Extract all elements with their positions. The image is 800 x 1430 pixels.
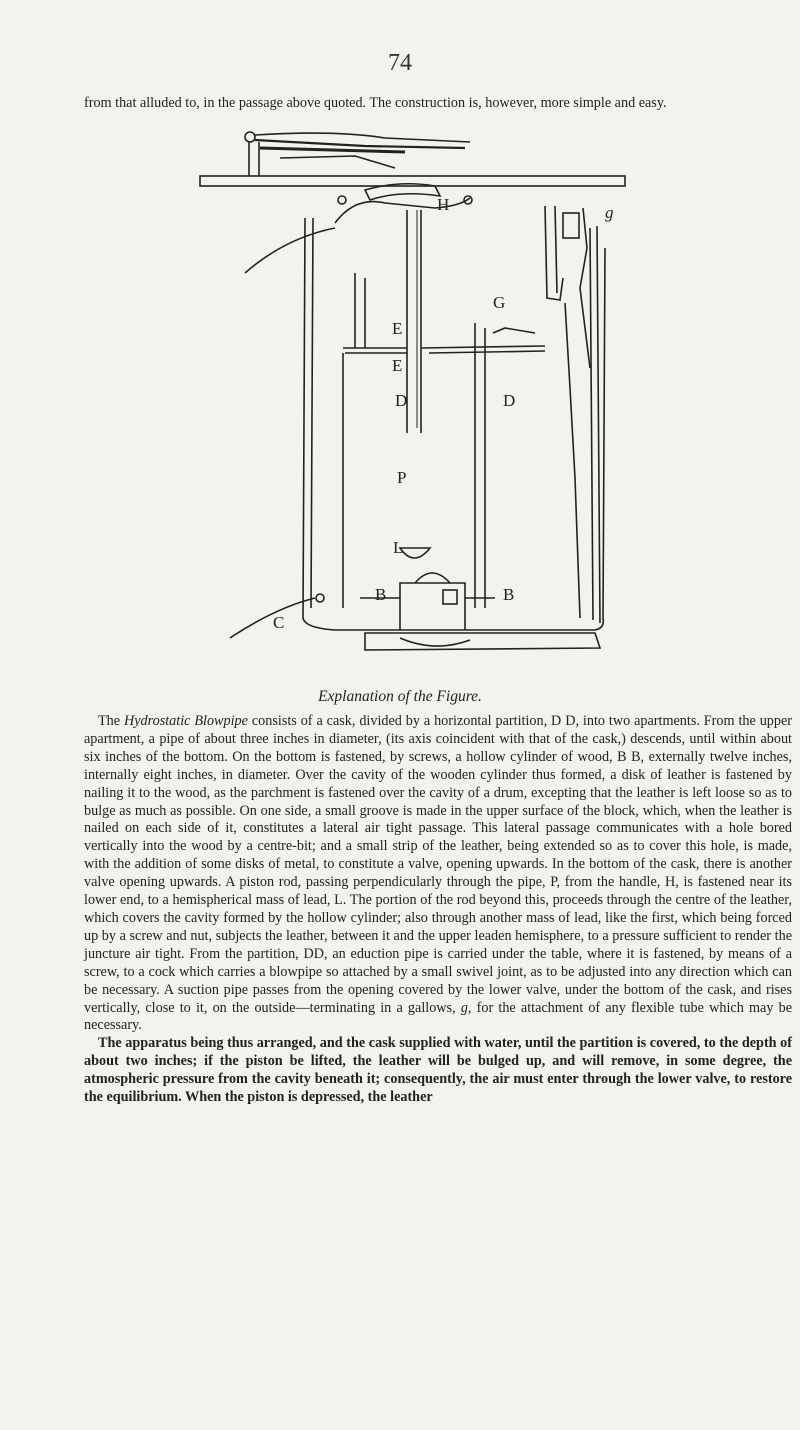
label-g-upper: G <box>493 293 506 312</box>
leather-disk <box>415 573 450 583</box>
lower-valve <box>443 590 457 604</box>
label-e-1: E <box>392 319 403 338</box>
partition-dd <box>343 346 545 348</box>
body-text <box>84 713 792 1107</box>
cock-stem <box>249 142 259 176</box>
left-line-top <box>245 228 335 273</box>
hydrostatic-blowpipe-figure <box>185 128 645 673</box>
label-b-right: B <box>503 585 515 604</box>
page-number: 74 <box>388 50 412 76</box>
label-c: C <box>273 613 285 632</box>
label-p: P <box>397 468 407 487</box>
cask-outline <box>303 218 605 630</box>
label-e-2: E <box>392 356 403 375</box>
label-g-lower: g <box>605 203 614 222</box>
figure-drawing <box>185 128 645 673</box>
figure-caption: Explanation of the Figure. <box>318 688 482 705</box>
cock-handle <box>245 132 255 142</box>
blowpipe-lower <box>280 156 395 168</box>
label-d-left: D <box>395 391 408 410</box>
cask-bottom <box>365 633 600 650</box>
paragraph-1: The Hydrostatic Blowpipe consists of a cask, divided by a horizontal partition, D D, into two apartments. From the upper apartment, a pipe of about three inches in diameter, (its axis coincident with that of the cask,) descends, until within about six inches of the bottom. On the bottom is fastened, by screws, a hollow cylinder of wood, B B, externally twelve inches, internally eight inches, in diameter. Over the cavity of the wooden cylinder thus formed, a disk of leather is fastened by nailing it to the wood, as the parchment is fastened over the cavity of a drum, excepting that the leather is left loose so as to bulge as much as possible. On one side, a small groove is made in the upper surface of the block, which, when the leather is nailed on each side of it, constitutes a lateral air tight passage. This lateral passage communicates with a hole bored vertically into the wood by a centre-bit; and a small strip of the leather, being extended so as to cover this hole, is made, with the addition of some disks of metal, to constitute a valve, opening upwards. In the bottom of the cask, there is another valve opening upwards. A piston rod, passing perpendicularly through the pipe, P, from the handle, H, is fastened near its lower end, to a hemispherical mass of lead, L. The portion of the rod beyond this, proceeds through the centre of the leather, which covers the cavity formed by the hollow cylinder; also through another mass of lead, like the first, which being forced up by a screw and nut, subjects the leather, between it and the upper leaden hemisphere, to a pressure sufficient to render the juncture air tight. From the partition, DD, an eduction pipe is carried under the table, where it is fastened, by means of a screw, to a cock which carries a blowpipe so attached by a small swivel joint, as to be adjusted into any direction which can be necessary. A suction pipe passes from the opening covered by the lower valve, under the bottom of the cask, and rises vertically, close to it, on the outside—terminating in a gallows, g, for the attachment of any flexible tube which may be necessary. <box>84 713 792 1034</box>
label-l: L <box>393 538 404 557</box>
lead-mass <box>400 548 430 558</box>
eduction-pipe <box>335 198 470 223</box>
title-italic: Hydrostatic Blowpipe <box>123 713 248 729</box>
label-h: H <box>437 195 450 214</box>
paragraph-2: The apparatus being thus arranged, and the cask supplied with water, until the partition is covered, to the depth of about two inches; if the piston be lifted, the leather will be bulged up, and will remove, in some degree, the atmospheric pressure from the cavity beneath it; consequently, the air must enter through the lower valve, to restore the equilibrium. When the piston is depressed, the leather <box>84 1035 792 1106</box>
intro-text: from that alluded to, in the passage above quoted. The construction is, however, more simple and easy. <box>84 95 667 111</box>
label-b-left: B <box>375 585 387 604</box>
pipe-p <box>407 210 421 433</box>
label-d-right: D <box>503 391 516 410</box>
gallows <box>563 213 579 238</box>
suction-pipe <box>545 206 563 300</box>
